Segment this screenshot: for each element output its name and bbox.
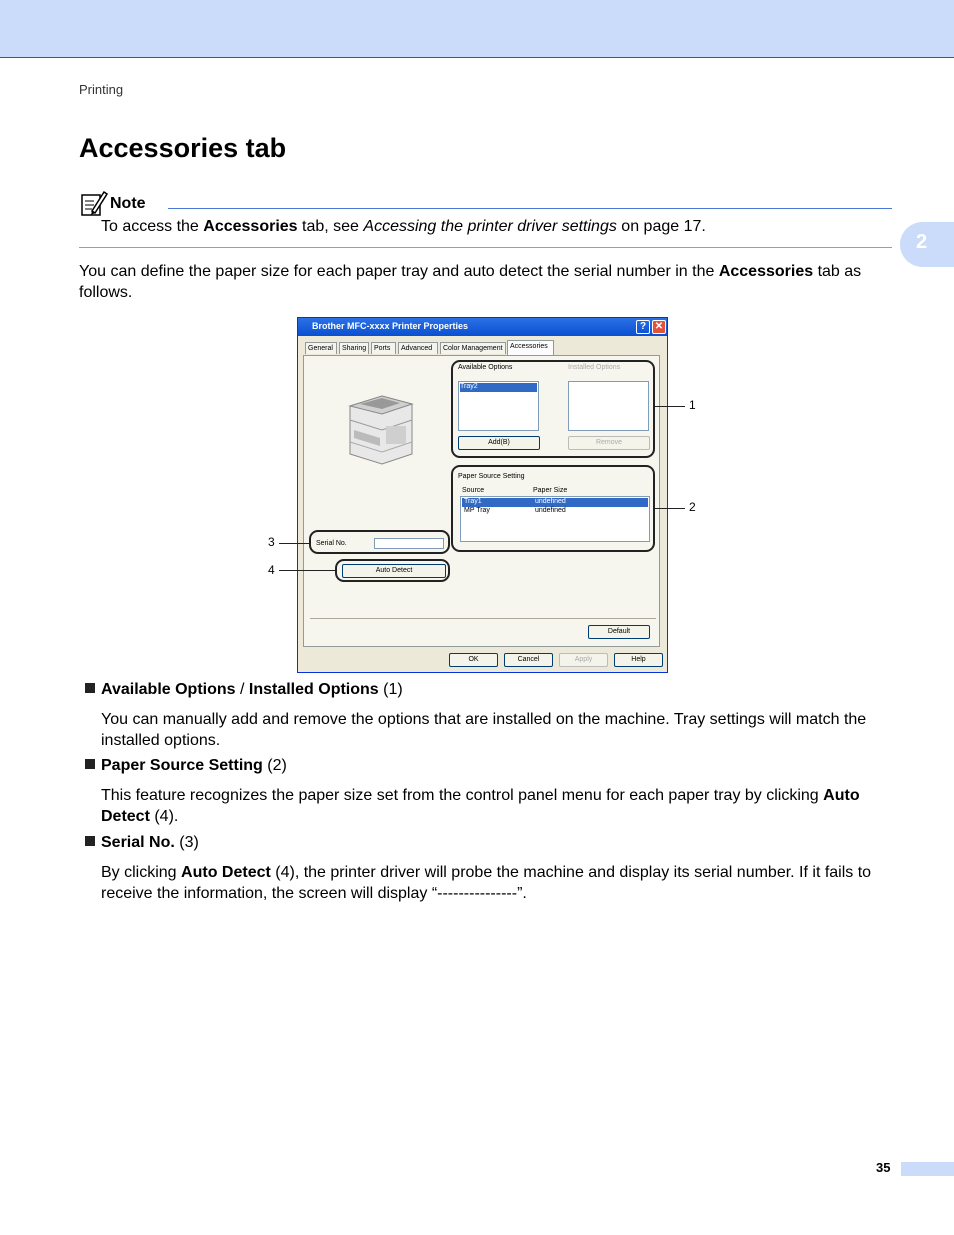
callout-leader-4	[279, 570, 335, 571]
callout-number-1: 1	[689, 398, 696, 412]
serial-number-label: Serial No.	[316, 540, 347, 547]
header-band	[0, 0, 954, 58]
auto-detect-button[interactable]: Auto Detect	[342, 564, 446, 578]
tab-ports[interactable]: Ports	[371, 342, 396, 354]
callout-outline-2	[451, 465, 655, 552]
note-text: To access the Accessories tab, see Accessing the printer driver settings on page 17.	[101, 218, 706, 235]
paper-size-column-header: Paper Size	[533, 487, 568, 494]
cancel-button[interactable]: Cancel	[504, 653, 553, 667]
item-serial-no-heading: Serial No. (3)	[85, 834, 199, 852]
callout-number-3: 3	[268, 535, 275, 549]
help-button[interactable]: Help	[614, 653, 663, 667]
bullet-square-icon	[85, 836, 95, 846]
table-row[interactable]: MP Tray	[464, 507, 490, 514]
ok-button[interactable]: OK	[449, 653, 498, 667]
footer-band	[901, 1162, 954, 1176]
row-source: Tray1	[464, 498, 482, 505]
dialog-titlebar	[298, 318, 667, 336]
item-paper-source-body: This feature recognizes the paper size set from the control panel menu for each paper tray by clicking Auto Detect (4).	[101, 787, 860, 825]
chapter-number: 2	[916, 231, 928, 253]
add-button[interactable]: Add(B)	[458, 436, 540, 450]
printer-illustration	[342, 390, 414, 470]
row-size: undefined	[535, 498, 566, 505]
breadcrumb: Printing	[79, 82, 124, 97]
callout-outline-1	[451, 360, 655, 458]
note-bottom-divider	[79, 247, 892, 248]
note-pencil-icon	[80, 189, 108, 217]
callout-leader-3	[279, 543, 309, 544]
page-number: 35	[876, 1160, 891, 1175]
callout-outline-4	[335, 559, 450, 582]
page-title: Accessories tab	[79, 133, 287, 163]
source-column-header: Source	[462, 487, 485, 494]
tab-sharing[interactable]: Sharing	[339, 342, 369, 354]
available-options-label: Available Options	[458, 364, 513, 371]
bullet-square-icon	[85, 683, 95, 693]
callout-leader-1	[655, 406, 685, 407]
dialog-title: Brother MFC-xxxx Printer Properties	[312, 321, 469, 331]
item-paper-source-heading: Paper Source Setting (2)	[85, 757, 287, 775]
list-item[interactable]: Tray2	[460, 383, 537, 392]
paper-source-label: Paper Source Setting	[458, 473, 525, 480]
bullet-square-icon	[85, 759, 95, 769]
apply-button[interactable]: Apply	[559, 653, 608, 667]
callout-number-4: 4	[268, 563, 275, 577]
help-icon[interactable]: ?	[636, 320, 650, 334]
intro-paragraph: You can define the paper size for each paper tray and auto detect the serial number in the Accessories tab as follows.	[79, 263, 862, 301]
callout-leader-2	[655, 508, 685, 509]
item-available-options-body: You can manually add and remove the options that are installed on the machine. Tray settings will match the installed options.	[101, 711, 867, 749]
tab-general[interactable]: General	[305, 342, 337, 354]
default-button[interactable]: Default	[588, 625, 650, 639]
row-size: undefined	[535, 507, 566, 514]
tab-accessories[interactable]: Accessories	[507, 340, 554, 355]
close-icon[interactable]: ✕	[652, 320, 666, 334]
note-divider	[168, 208, 892, 209]
callout-outline-3	[309, 530, 450, 554]
chapter-tab	[900, 222, 954, 267]
tab-color-management[interactable]: Color Management	[440, 342, 506, 354]
callout-number-2: 2	[689, 500, 696, 514]
item-serial-no-body: By clicking Auto Detect (4), the printer driver will probe the machine and display its serial number. If it fails to receive the information, the screen will display “---------------”.	[101, 864, 872, 902]
installed-options-label: Installed Options	[568, 364, 621, 371]
item-available-options-heading: Available Options / Installed Options (1)	[85, 681, 403, 699]
remove-button[interactable]: Remove	[568, 436, 650, 450]
note-label: Note	[110, 195, 146, 212]
panel-divider	[310, 618, 656, 619]
tab-advanced[interactable]: Advanced	[398, 342, 438, 354]
